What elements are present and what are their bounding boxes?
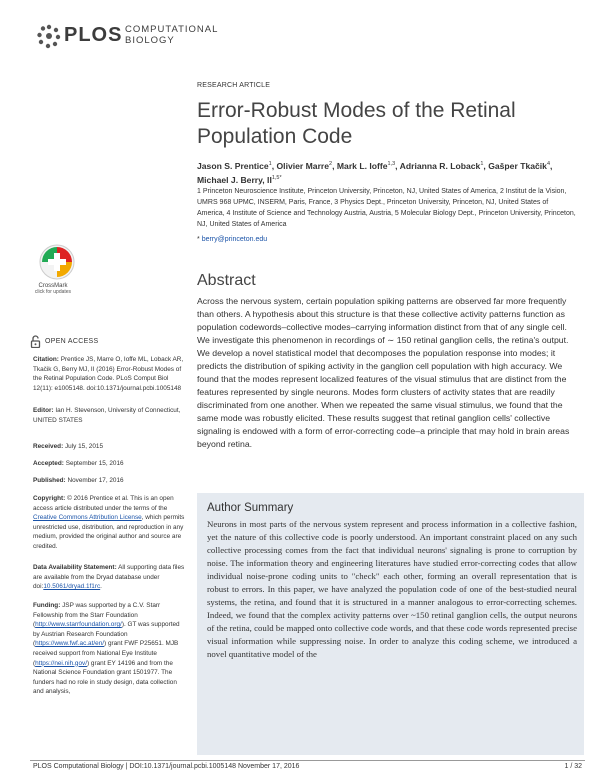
author: Jason S. Prentice — [197, 160, 269, 171]
plos-logo-icon — [36, 23, 62, 49]
author-list: Jason S. Prentice$^1$, Olivier Marre$^2$, Mark L. Ioffe$^{1,3}$, Adrianna R. Loback$^1$, Gašper Tkačik$^4$, Michael J. Berry, $II^{1,5*}$ — [197, 160, 553, 185]
crossmark-label[interactable]: CrossMark click for updates — [34, 283, 72, 295]
crossmark-icon[interactable] — [34, 243, 80, 281]
article-title: Error-Robust Modes of the Retinal Population Code — [197, 99, 516, 148]
received-date: Received: July 15, 2015 — [33, 443, 104, 450]
article-type: RESEARCH ARTICLE — [197, 82, 271, 89]
published-date: Published: November 17, 2016 — [33, 477, 124, 484]
author: Adrianna R. Loback — [399, 160, 481, 171]
author: Mark L. Ioffe — [336, 160, 388, 171]
corresponding-email[interactable]: * berry@princeton.edu — [197, 236, 268, 243]
author: Olivier Marre — [276, 160, 330, 171]
footer-divider — [30, 760, 585, 761]
logo-text: PLOS — [64, 24, 123, 46]
abstract-heading: Abstract — [197, 272, 256, 289]
author-summary-heading: Author Summary — [207, 502, 294, 514]
author: Gašper Tkačik — [488, 160, 547, 171]
abstract-text: Across the nervous system, certain population spiking patterns are observed far more frequently than others. A hypothesis about this structure is that these collective activity patterns function as population codewords–collective modes–carrying information distinct from that of any single cell. We investigate this phenomenon in recordings of ∼ 150 retinal ganglion cells, the retina's output. We develop a novel statistical model that decomposes the population response into modes; it predicts the distribution of spiking activity in the ganglion cell population with high accuracy. We found that the modes represent localized features of the visual stimulus that are distinct from the features represented by single neurons. Modes form clusters of activity states that are readily discriminated from one another. When we repeated the same visual stimulus, we found that the same mode was robustly elicited. These results suggest that retinal ganglion cells' collective signaling is endowed with a form of error-correcting code–a principle that may hold in brain areas beyond retina. — [197, 296, 570, 449]
funding: Funding: JSP was supported by a C.V. Starr Fellowship from the Starr Foundation (http://www.starrfoundation.org/). GT was supported by Austrian Research Foundation (https://www.fwf.ac.at/en/) grant FWF P25651. MJB received support from National Eye Institute (https://nei.nih.gov/) grant EY 14196 and from the National Science Foundation grant 1501977. The funders had no role in study design, data collection and analysis, — [33, 602, 180, 696]
fwf-link[interactable]: https://www.fwf.ac.at/en/ — [35, 640, 105, 648]
journal-name: COMPUTATIONAL BIOLOGY — [125, 24, 219, 46]
nei-link[interactable]: https://nei.nih.gov/ — [35, 659, 88, 667]
starr-foundation-link[interactable]: http://www.starrfoundation.org/ — [35, 621, 122, 629]
citation: Citation: Prentice JS, Marre O, Ioffe ML, Loback AR, Tkačik G, Berry MJ, II (2016) Error-Robust Modes of the Retinal Population Code. PLoS Comput Biol 12(11): e1005148. doi:10.1371/journal.pcbi.1005148 — [33, 356, 184, 392]
author-summary-text: Neurons in most parts of the nervous system represent and process information in a collective fashion, yet the nature of this collective code is poorly understood. An important constraint placed on any such collective processing comes from the fact that individual neurons' signaling is prone to corruption by noise. The information theory and engineering literatures have studied error-correcting codes that allow individual noise-prone coding units to "check" each other, forming an overall representation that is robust to errors. In this paper, we have analyzed the population code of one of the best-studied neural systems, the retina, and found that it is structured in a manner analogous to error-correcting schemes. Indeed, we found that the complex activity patterns over ~150 retinal ganglion cells, the output neurons of the retina, could be mapped onto collective code words, and that these code words represented precise visual information while suppressing noise. In order to analyze this coding scheme, we introduced a novel quantitative model of the — [207, 519, 577, 659]
editor: Editor: Ian H. Stevenson, University of Connecticut, UNITED STATES — [33, 407, 181, 424]
data-availability: Data Availability Statement: All supporting data files are available from the Dryad database under doi:10.5061/dryad.1f1rc. — [33, 564, 185, 591]
author: Michael J. Berry, II — [197, 174, 272, 185]
open-access-label: OPEN ACCESS — [45, 338, 99, 345]
license-link[interactable]: Creative Commons Attribution License — [33, 514, 142, 522]
page-number: 1 / 32 — [564, 763, 582, 770]
open-access-lock-icon — [30, 335, 41, 348]
copyright: Copyright: © 2016 Prentice et al. This is an open access article distributed under the terms of the Creative Commons Attribution License, which permits unrestricted use, distribution, and reproduction in any medium, provided the original author and source are credited. — [33, 495, 185, 550]
dryad-doi-link[interactable]: 10.5061/dryad.1f1rc — [43, 583, 101, 591]
accepted-date: Accepted: September 15, 2016 — [33, 460, 124, 467]
footer-citation: PLOS Computational Biology | DOI:10.1371/journal.pcbi.1005148 November 17, 2016 — [33, 763, 300, 770]
affiliations: 1 Princeton Neuroscience Institute, Princeton University, Princeton, NJ, United States of America, 2 Institut de la Vision, UMRS 968 UPMC, INSERM, Paris, France, 3 Physics Dept., Princeton University, Princeton, NJ, United States of America, 4 Institute of Science and Technology Austria, Austria, 5 Molecular Biology Dept., Princeton University, Princeton, NJ, United States of America — [197, 188, 576, 228]
